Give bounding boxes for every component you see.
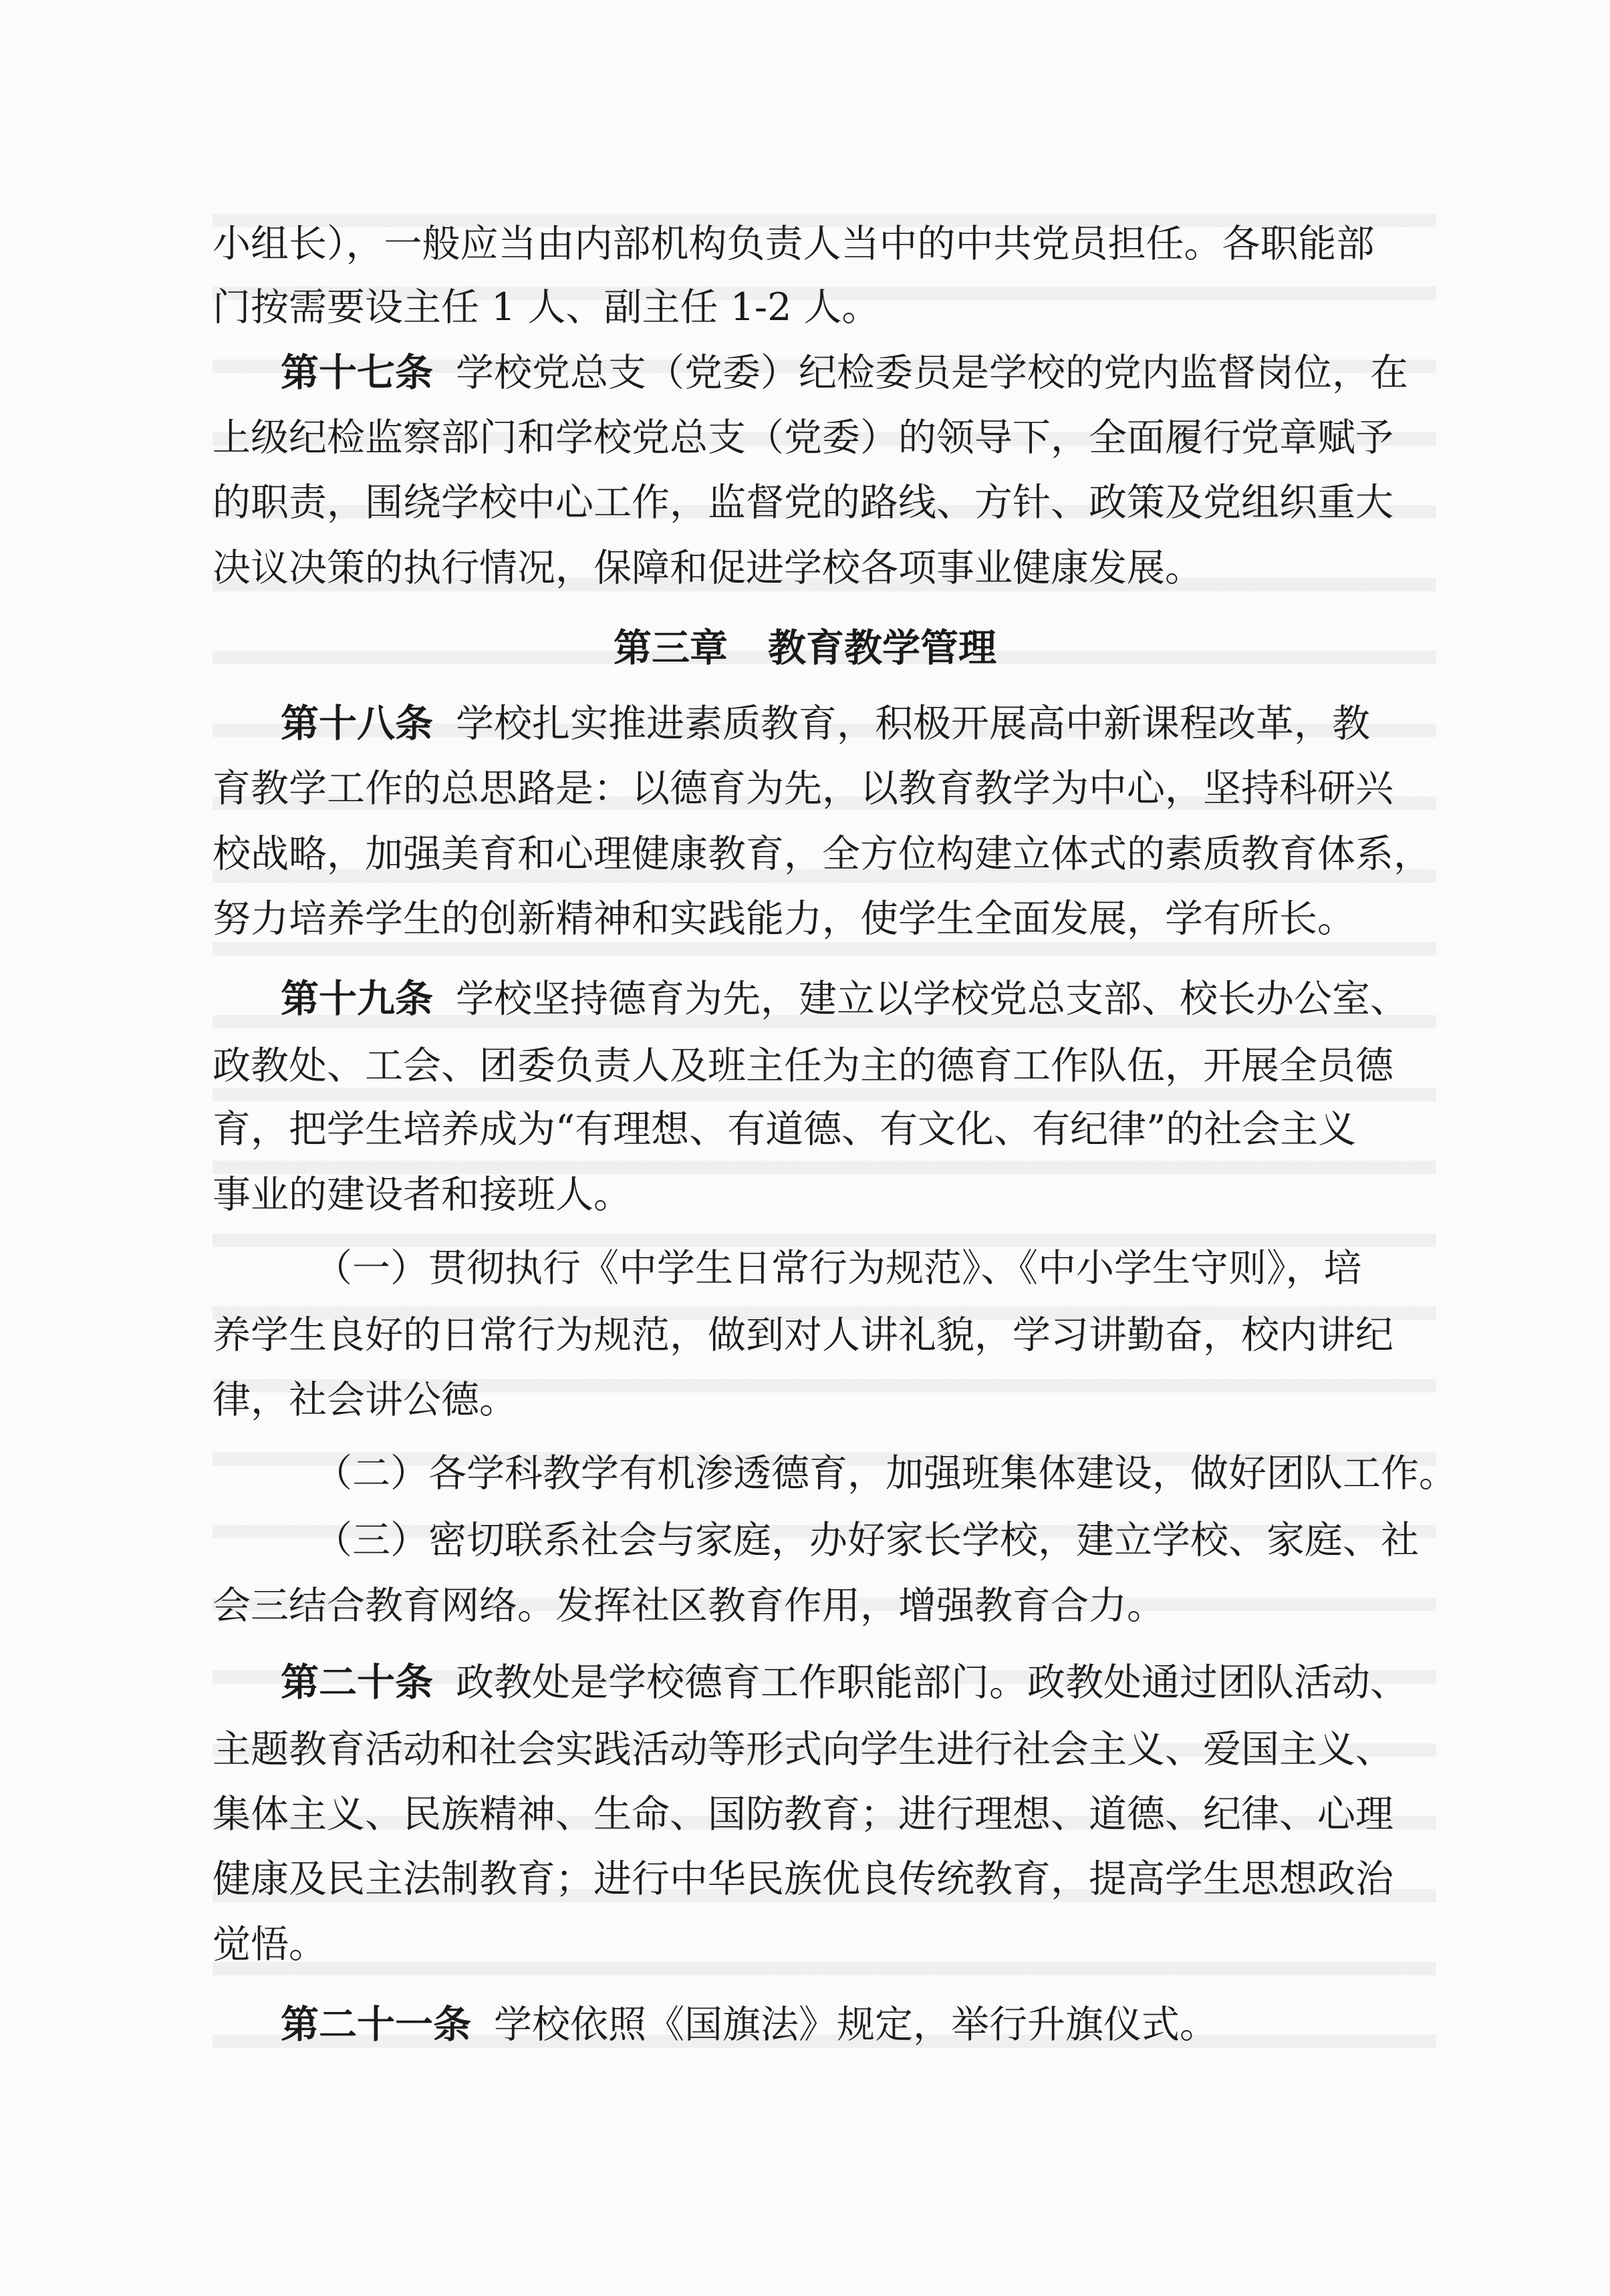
- article-20: 第二十条 政教处是学校德育工作职能部门。政教处通过团队活动、: [281, 1661, 1408, 1705]
- article-17: 第十七条 学校党总支（党委）纪检委员是学校的党内监督岗位，在: [281, 351, 1408, 395]
- text-line: 上级纪检监察部门和学校党总支（党委）的领导下，全面履行党章赋予: [213, 416, 1393, 460]
- clause-1: （一）贯彻执行《中学生日常行为规范》、《中小学生守则》，培: [314, 1246, 1362, 1290]
- article-label: 第十七条: [281, 351, 433, 395]
- text-line: 会三结合教育网络。发挥社区教育作用，增强教育合力。: [213, 1584, 1165, 1628]
- text-line: 觉悟。: [213, 1922, 327, 1967]
- text-line: 决议决策的执行情况，保障和促进学校各项事业健康发展。: [213, 546, 1203, 590]
- clause-2: （二）各学科教学有机渗透德育，加强班集体建设，做好团队工作。: [314, 1451, 1457, 1495]
- text-line: 育教学工作的总思路是：以德育为先，以教育教学为中心，坚持科研兴: [213, 766, 1393, 811]
- chapter-heading: 第三章 教育教学管理: [614, 626, 996, 670]
- article-19: 第十九条 学校坚持德育为先，建立以学校党总支部、校长办公室、: [281, 977, 1408, 1021]
- article-label: 第二十一条: [281, 2003, 471, 2047]
- text-line: 小组长），一般应当由内部机构负责人当中的中共党员担任。各职能部: [213, 222, 1375, 266]
- text-line: 育，把学生培养成为“有理想、有道德、有文化、有纪律”的社会主义: [213, 1107, 1357, 1151]
- article-label: 第二十条: [281, 1661, 433, 1705]
- clause-3: （三）密切联系社会与家庭，办好家长学校，建立学校、家庭、社: [314, 1518, 1419, 1562]
- text-line: 努力培养学生的创新精神和实践能力，使学生全面发展，学有所长。: [213, 897, 1355, 941]
- text-line: 养学生良好的日常行为规范，做到对人讲礼貌，学习讲勤奋，校内讲纪: [213, 1313, 1393, 1357]
- article-label: 第十九条: [281, 977, 433, 1021]
- article-18: 第十八条 学校扎实推进素质教育，积极开展高中新课程改革，教: [281, 702, 1370, 746]
- article-label: 第十八条: [281, 702, 433, 746]
- text-line: 事业的建设者和接班人。: [213, 1173, 632, 1217]
- article-21: 第二十一条 学校依照《国旗法》规定，举行升旗仪式。: [281, 2003, 1218, 2047]
- text-line: 主题教育活动和社会实践活动等形式向学生进行社会主义、爱国主义、: [213, 1727, 1393, 1771]
- text-line: 政教处、工会、团委负责人及班主任为主的德育工作队伍，开展全员德: [213, 1044, 1393, 1088]
- text-line: 校战略，加强美育和心理健康教育，全方位构建立体式的素质教育体系，: [213, 832, 1432, 876]
- text-line: 健康及民主法制教育；进行中华民族优良传统教育，提高学生思想政治: [213, 1857, 1393, 1901]
- text-line: 律，社会讲公德。: [213, 1378, 517, 1422]
- text-line: 的职责，围绕学校中心工作，监督党的路线、方针、政策及党组织重大: [213, 480, 1393, 525]
- text-line: 门按需要设主任 1 人、副主任 1-2 人。: [213, 285, 880, 329]
- text-line: 集体主义、民族精神、生命、国防教育；进行理想、道德、纪律、心理: [213, 1792, 1393, 1836]
